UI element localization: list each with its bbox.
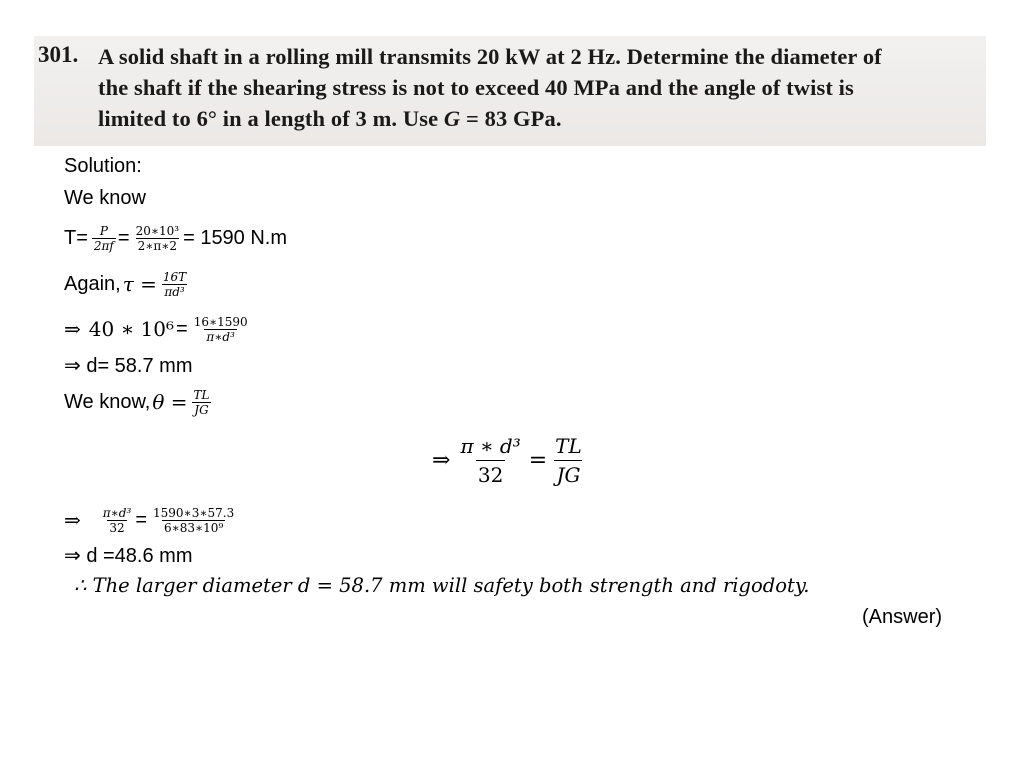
subst-fraction-1 — [101, 506, 134, 535]
stress-eq: = — [176, 317, 188, 340]
torque-equation — [64, 216, 289, 260]
stress-f-num: 16∗1590 — [193, 314, 248, 329]
substitution-equation — [64, 498, 238, 542]
shear-formula — [64, 262, 190, 306]
twist-f-den: JG — [194, 402, 209, 417]
again-label: Again, — [64, 272, 121, 295]
problem-line-3 — [98, 106, 562, 132]
torque-f1-den: 2πf — [93, 238, 114, 253]
subst-f1-num: π∗d³ — [102, 505, 132, 520]
twist-formula — [64, 380, 213, 424]
implies-arrow-1: ⇒ — [64, 317, 81, 341]
subst-fraction-2 — [151, 506, 236, 535]
polar-f1-den: 32 — [476, 460, 505, 489]
implies-arrow-2: ⇒ — [432, 447, 451, 473]
torque-eq: = — [117, 226, 130, 249]
polar-f1-num: π ∗ d³ — [460, 433, 521, 458]
stress-fraction — [192, 315, 250, 344]
problem-scan — [34, 36, 986, 146]
shear-f-den: πd³ — [164, 284, 185, 299]
shear-f-num: 16T — [162, 269, 187, 284]
twist-fraction — [192, 388, 212, 417]
problem-line-3-b: = 83 GPa. — [460, 106, 562, 131]
conclusion: ∴ The larger diameter d = 58.7 mm will safety both strength and rigodoty. — [74, 574, 810, 597]
polar-fraction-1 — [458, 432, 522, 489]
torque-f2-num: 20∗10³ — [135, 223, 180, 238]
polar-eq: = — [528, 447, 548, 473]
torque-f2-den: 2∗π∗2 — [137, 238, 178, 253]
polar-equation — [432, 428, 586, 492]
diameter-result-2: ⇒ d =48.6 mm — [64, 545, 193, 567]
problem-line-1: A solid shaft in a rolling mill transmits 20 kW at 2 Hz. Determine the diameter of — [98, 44, 882, 69]
stress-lhs: 40 ∗ 10⁶ — [88, 317, 174, 341]
shear-fraction — [161, 270, 188, 299]
stress-f-den: π∗d³ — [206, 329, 235, 344]
problem-line-3-g: G — [443, 106, 461, 131]
polar-f2-den: JG — [554, 460, 582, 489]
problem-number: 301. — [38, 42, 79, 67]
implies-arrow-3: ⇒ — [64, 508, 81, 532]
subst-f2-den: 6∗83∗10⁹ — [163, 520, 224, 535]
theta-symbol: θ = — [152, 390, 188, 414]
diameter-result-1: ⇒ d= 58.7 mm — [64, 355, 193, 377]
problem-line-2: the shaft if the shearing stress is not to exceed 40 MPa and the angle of twist is — [98, 75, 854, 100]
solution-heading: Solution: — [64, 155, 142, 177]
problem-line-3-a: limited to 6° in a length of 3 m. Use — [98, 106, 444, 131]
answer-label: (Answer) — [862, 606, 943, 628]
polar-f2-num: TL — [555, 433, 582, 458]
subst-f2-num: 1590∗3∗57.3 — [153, 505, 235, 520]
polar-fraction-2 — [553, 432, 584, 489]
stress-equation — [64, 307, 252, 351]
torque-fraction-2 — [134, 224, 182, 253]
we-know-label: We know — [64, 187, 146, 209]
subst-f1-den: 32 — [109, 520, 125, 535]
torque-f1-num: P — [99, 223, 108, 238]
tau-symbol: τ = — [122, 272, 157, 296]
twist-f-num: TL — [193, 387, 210, 402]
twist-label: We know, — [64, 390, 151, 413]
subst-eq: = — [135, 508, 147, 531]
torque-fraction-1 — [92, 224, 116, 253]
torque-result: = 1590 N.m — [183, 226, 288, 249]
torque-lhs: T= — [64, 226, 88, 249]
